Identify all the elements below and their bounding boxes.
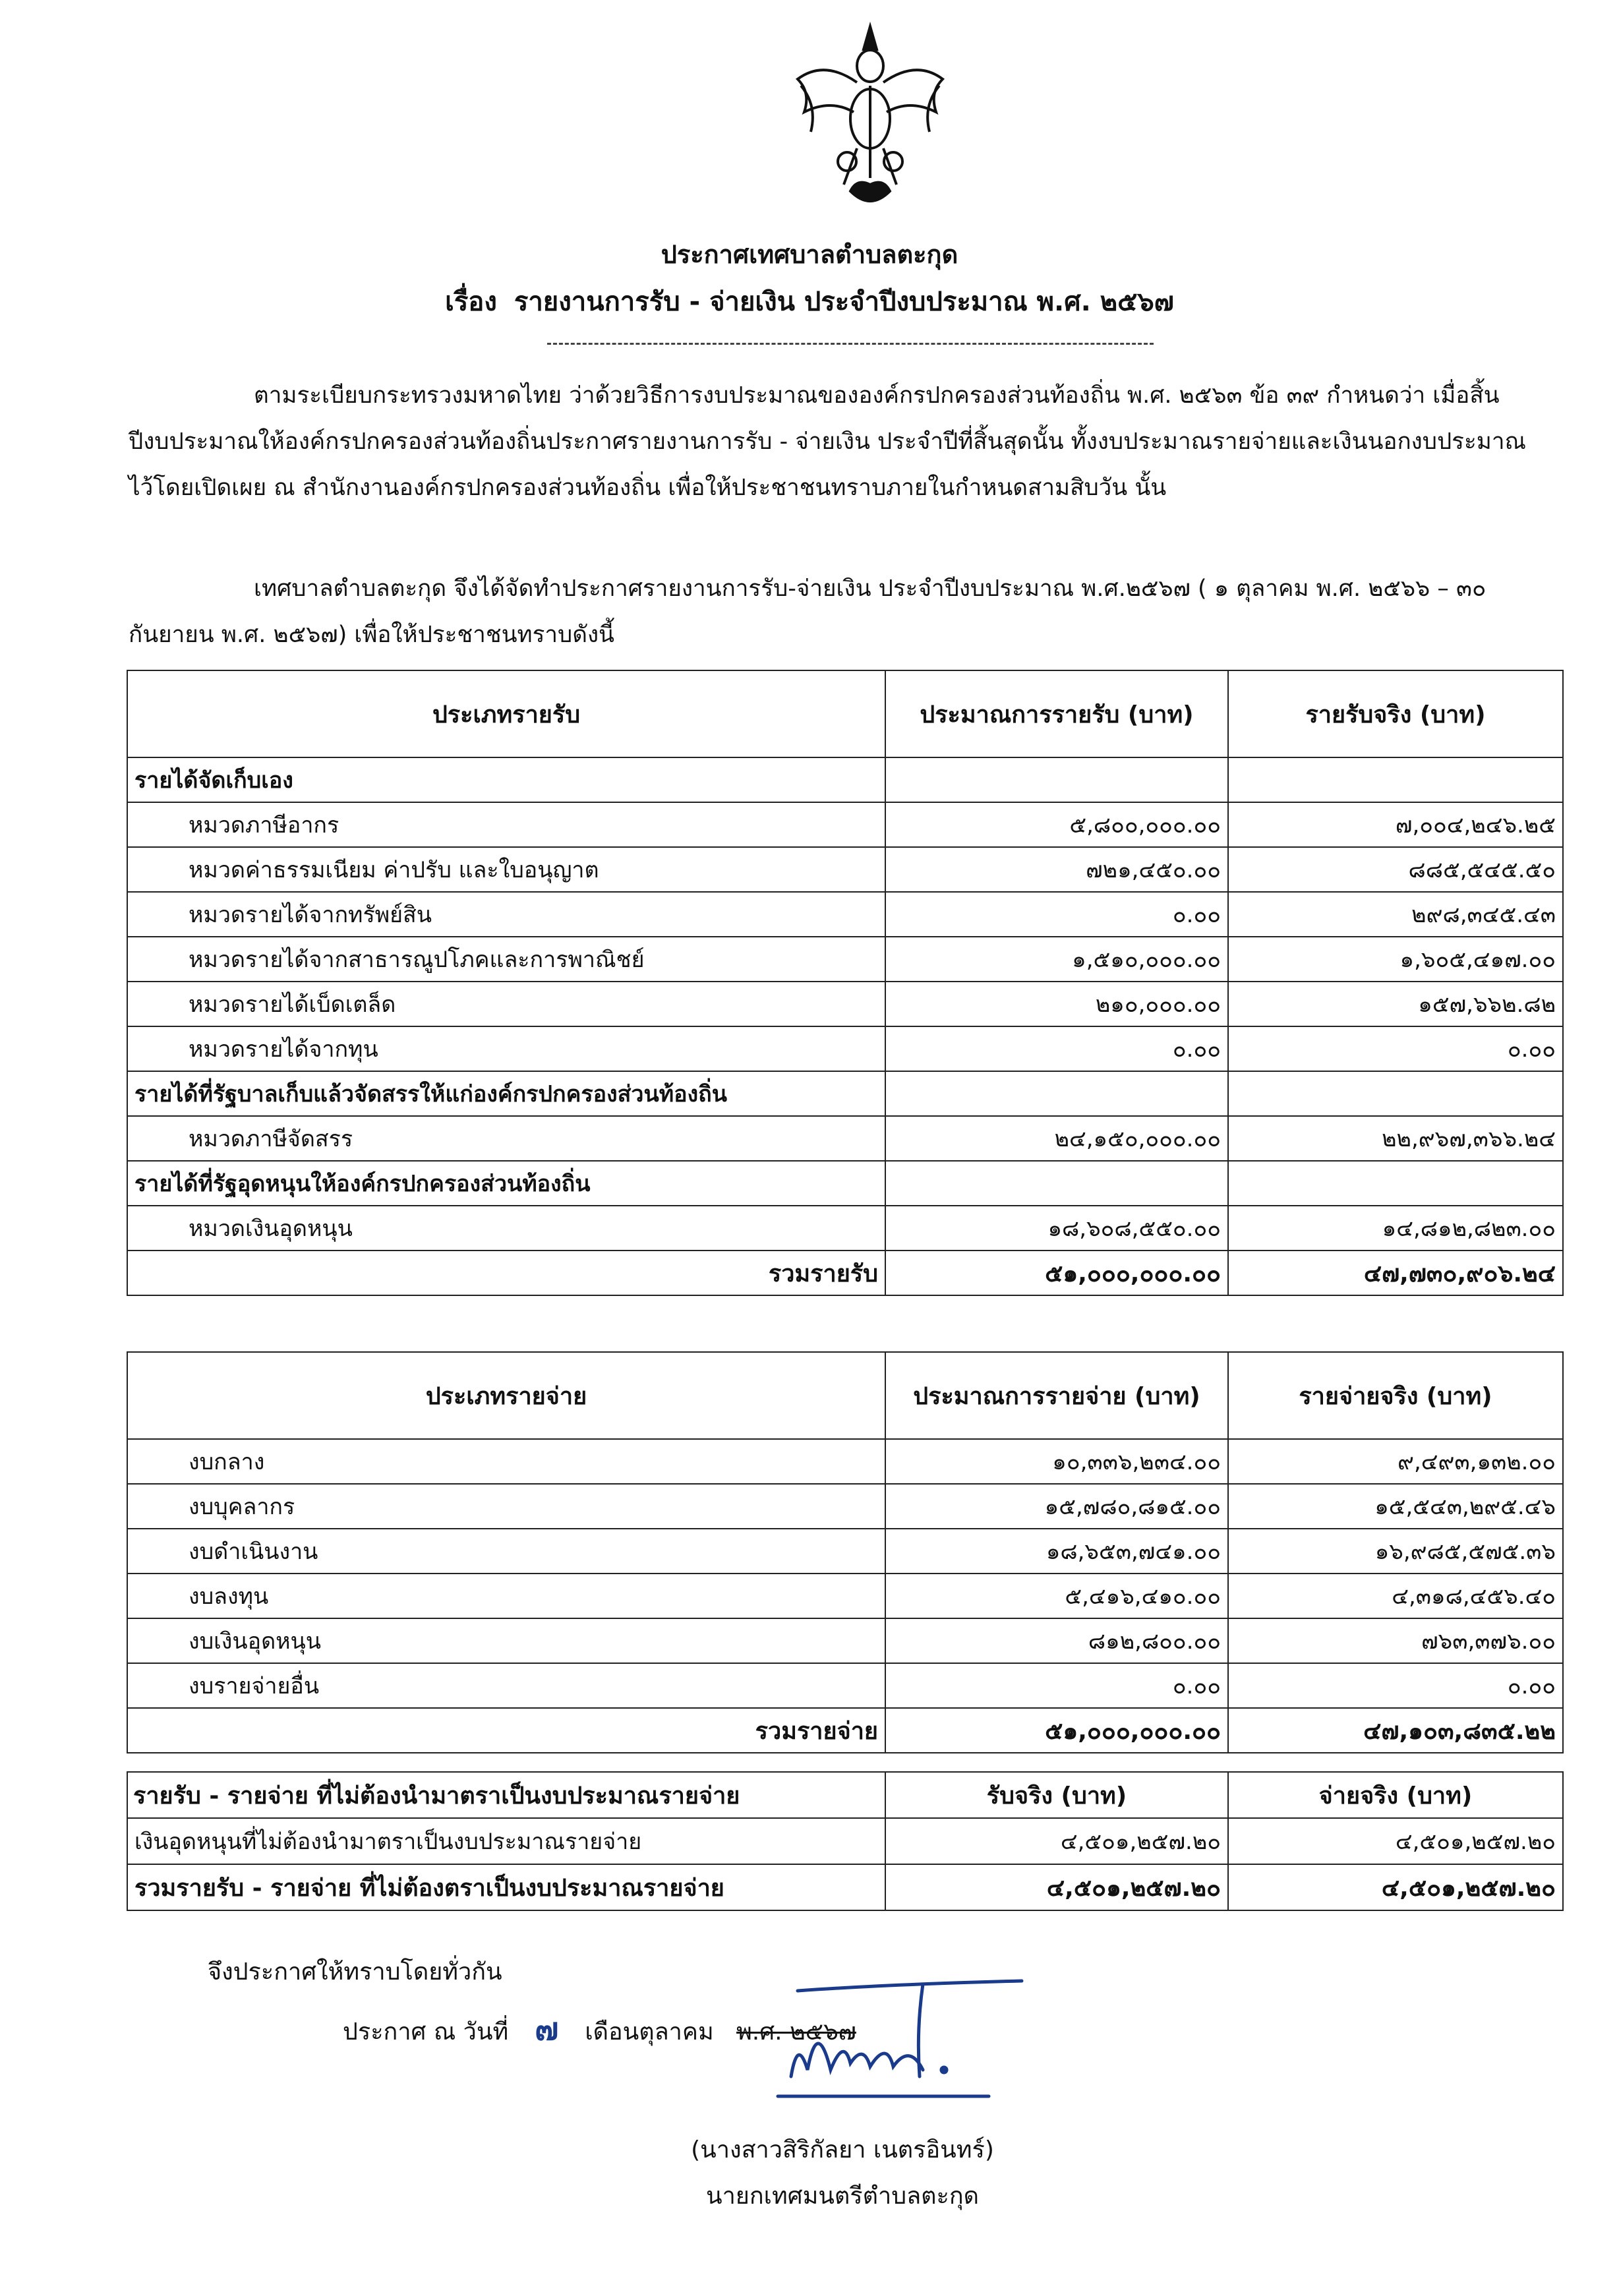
table-row (127, 757, 1563, 802)
row-estimate: ๑๘,๖๕๓,๗๔๑.๐๐ (885, 1529, 1228, 1574)
row-actual: ๑๕๗,๖๖๒.๘๒ (1228, 982, 1563, 1026)
total-estimate: ๕๑,๐๐๐,๐๐๐.๐๐ (885, 1251, 1228, 1295)
table-row (127, 1484, 1563, 1529)
announcement-subject (0, 280, 1619, 322)
table-row (127, 1574, 1563, 1618)
table-row (127, 847, 1563, 892)
group-label: รายได้ที่รัฐอุดหนุนให้องค์กรปกครองส่วนท้องถิ่น (127, 1161, 885, 1206)
col-header-estimate: ประมาณการรายรับ (บาท) (885, 670, 1228, 757)
row-estimate: ๕,๘๐๐,๐๐๐.๐๐ (885, 802, 1228, 847)
total-label: รวมรายรับ - รายจ่าย ที่ไม่ต้องตราเป็นงบประมาณรายจ่าย (127, 1864, 885, 1910)
row-label: หมวดค่าธรรมเนียม ค่าปรับ และใบอนุญาต (127, 847, 885, 892)
row-label: หมวดภาษีจัดสรร (127, 1116, 885, 1161)
nonbudget-table (127, 1771, 1564, 1911)
row-estimate: ๑๐,๓๓๖,๒๓๔.๐๐ (885, 1439, 1228, 1484)
signer-title: นายกเทศมนตรีตำบลตะกุด (705, 2183, 980, 2210)
table-row (127, 982, 1563, 1026)
signature-icon (771, 1978, 1035, 2116)
row-label: งบดำเนินงาน (127, 1529, 885, 1574)
row-label: หมวดรายได้จากทรัพย์สิน (127, 892, 885, 937)
income-table (127, 670, 1564, 1296)
row-actual: ๙,๔๙๓,๑๓๒.๐๐ (1228, 1439, 1563, 1484)
col-header-estimate: ประมาณการรายจ่าย (บาท) (885, 1352, 1228, 1439)
table-header-row (127, 1352, 1563, 1439)
row-estimate: ๗๒๑,๔๕๐.๐๐ (885, 847, 1228, 892)
row-estimate: ๐.๐๐ (885, 1663, 1228, 1708)
row-label: หมวดรายได้จากสาธารณูปโภคและการพาณิชย์ (127, 937, 885, 982)
col-header-actual: รายจ่ายจริง (บาท) (1228, 1352, 1563, 1439)
row-estimate: ๒๔,๑๕๐,๐๐๐.๐๐ (885, 1116, 1228, 1161)
table-row (127, 1618, 1563, 1663)
table-row (127, 1206, 1563, 1251)
row-actual: ๗๖๓,๓๗๖.๐๐ (1228, 1618, 1563, 1663)
total-paid: ๔,๕๐๑,๒๕๗.๒๐ (1228, 1864, 1563, 1910)
table-row (127, 1071, 1563, 1116)
expense-table (127, 1351, 1564, 1753)
signer-name: (นางสาวสิริกัลยา เนตรอินทร์) (691, 2136, 994, 2164)
table-row (127, 892, 1563, 937)
table-row (127, 1818, 1563, 1864)
total-row (127, 1864, 1563, 1910)
closing-statement: จึงประกาศให้ทราบโดยทั่วกัน (208, 1958, 502, 1986)
row-actual: ๑๕,๕๔๓,๒๙๕.๔๖ (1228, 1484, 1563, 1529)
row-actual: ๑๖,๙๘๕,๕๗๕.๓๖ (1228, 1529, 1563, 1574)
table-header-row (127, 670, 1563, 757)
row-estimate: ๑๘,๖๐๘,๕๕๐.๐๐ (885, 1206, 1228, 1251)
dashed-divider (547, 343, 1154, 345)
row-label: งบกลาง (127, 1439, 885, 1484)
col-header-received: รับจริง (บาท) (885, 1772, 1228, 1818)
total-label: รวมรายจ่าย (127, 1708, 885, 1753)
announcement-title: ประกาศเทศบาลตำบลตะกุด (661, 240, 958, 269)
row-estimate: ๒๑๐,๐๐๐.๐๐ (885, 982, 1228, 1026)
table-row (127, 1161, 1563, 1206)
row-actual: ๔,๓๑๘,๔๕๖.๔๐ (1228, 1574, 1563, 1618)
row-label: งบรายจ่ายอื่น (127, 1663, 885, 1708)
row-actual: ๐.๐๐ (1228, 1663, 1563, 1708)
row-actual: ๘๘๕,๕๔๕.๕๐ (1228, 847, 1563, 892)
col-header-type: ประเภทรายจ่าย (127, 1352, 885, 1439)
table-row (127, 1529, 1563, 1574)
row-label: หมวดรายได้จากทุน (127, 1026, 885, 1071)
row-label: หมวดเงินอุดหนุน (127, 1206, 885, 1251)
row-estimate: ๑,๕๑๐,๐๐๐.๐๐ (885, 937, 1228, 982)
row-label: งบเงินอุดหนุน (127, 1618, 885, 1663)
date-prefix: ประกาศ ณ วันที่ (343, 2018, 509, 2046)
paragraph-regulation-text: ตามระเบียบกระทรวงมหาดไทย ว่าด้วยวิธีการงบประมาณขององค์กรปกครองส่วนท้องถิ่น พ.ศ. ๒๕๖๓ ข้อ ๓๙ กำหนดว่า เมื่อสิ้นปีงบประมาณให้องค์กรปกครองส่วนท้องถิ่นประกาศรายงานการรับ - จ่ายเงิน ประจำปีที่สิ้นสุดนั้น ทั้งงบประมาณรายจ่ายและเงินนอกงบประมาณไว้โดยเปิดเผย ณ สำนักงานองค์กรปกครองส่วนท้องถิ่น เพื่อให้ประชาชนทราบภายในกำหนดสามสิบวัน นั้น (129, 382, 1526, 501)
total-actual: ๔๗,๑๐๓,๘๓๕.๒๒ (1228, 1708, 1563, 1753)
row-estimate: ๐.๐๐ (885, 892, 1228, 937)
total-received: ๔,๕๐๑,๒๕๗.๒๐ (885, 1864, 1228, 1910)
table-row (127, 802, 1563, 847)
garuda-emblem-icon (784, 20, 956, 218)
row-actual: ๒๙๘,๓๔๕.๔๓ (1228, 892, 1563, 937)
col-header-actual: รายรับจริง (บาท) (1228, 670, 1563, 757)
row-label: หมวดรายได้เบ็ดเตล็ด (127, 982, 885, 1026)
table-row (127, 1026, 1563, 1071)
row-estimate: ๘๑๒,๘๐๐.๐๐ (885, 1618, 1228, 1663)
row-actual: ๑๔,๘๑๒,๘๒๓.๐๐ (1228, 1206, 1563, 1251)
paragraph-report (129, 566, 1533, 658)
total-row (127, 1708, 1563, 1753)
date-day: ๗ (535, 2011, 559, 2047)
total-actual: ๔๗,๗๓๐,๙๐๖.๒๔ (1228, 1251, 1563, 1295)
row-label: หมวดภาษีอากร (127, 802, 885, 847)
table-row (127, 1439, 1563, 1484)
date-year: พ.ศ. ๒๕๖๗ (736, 2018, 856, 2046)
total-estimate: ๕๑,๐๐๐,๐๐๐.๐๐ (885, 1708, 1228, 1753)
table-row (127, 937, 1563, 982)
row-actual: ๗,๐๐๔,๒๔๖.๒๕ (1228, 802, 1563, 847)
paragraph-report-text: เทศบาลตำบลตะกุด จึงได้จัดทำประกาศรายงานการรับ-จ่ายเงิน ประจำปีงบประมาณ พ.ศ.๒๕๖๗ ( ๑ ตุลาคม พ.ศ. ๒๕๖๖ – ๓๐ กันยายน พ.ศ. ๒๕๖๗) เพื่อให้ประชาชนทราบดังนี้ (129, 575, 1487, 648)
group-label: รายได้ที่รัฐบาลเก็บแล้วจัดสรรให้แก่องค์กรปกครองส่วนท้องถิ่น (127, 1071, 885, 1116)
subject-text: รายงานการรับ - จ่ายเงิน ประจำปีงบประมาณ พ.ศ. ๒๕๖๗ (514, 287, 1174, 317)
col-header-type: รายรับ - รายจ่าย ที่ไม่ต้องนำมาตราเป็นงบประมาณรายจ่าย (127, 1772, 885, 1818)
row-label: งบลงทุน (127, 1574, 885, 1618)
table-row (127, 1116, 1563, 1161)
row-actual: ๒๒,๙๖๗,๓๖๖.๒๔ (1228, 1116, 1563, 1161)
row-received: ๔,๕๐๑,๒๕๗.๒๐ (885, 1818, 1228, 1864)
total-row (127, 1251, 1563, 1295)
col-header-type: ประเภทรายรับ (127, 670, 885, 757)
row-label: งบบุคลากร (127, 1484, 885, 1529)
group-label: รายได้จัดเก็บเอง (127, 757, 885, 802)
row-actual: ๐.๐๐ (1228, 1026, 1563, 1071)
table-row (127, 1663, 1563, 1708)
total-label: รวมรายรับ (127, 1251, 885, 1295)
row-estimate: ๕,๔๑๖,๔๑๐.๐๐ (885, 1574, 1228, 1618)
table-header-row (127, 1772, 1563, 1818)
row-estimate: ๐.๐๐ (885, 1026, 1228, 1071)
date-month: เดือนตุลาคม (585, 2018, 714, 2046)
row-actual: ๑,๖๐๕,๔๑๗.๐๐ (1228, 937, 1563, 982)
row-label: เงินอุดหนุนที่ไม่ต้องนำมาตราเป็นงบประมาณรายจ่าย (127, 1818, 885, 1864)
row-paid: ๔,๕๐๑,๒๕๗.๒๐ (1228, 1818, 1563, 1864)
row-estimate: ๑๕,๗๘๐,๘๑๕.๐๐ (885, 1484, 1228, 1529)
subject-label: เรื่อง (445, 287, 497, 317)
paragraph-regulation (129, 372, 1533, 511)
col-header-paid: จ่ายจริง (บาท) (1228, 1772, 1563, 1818)
